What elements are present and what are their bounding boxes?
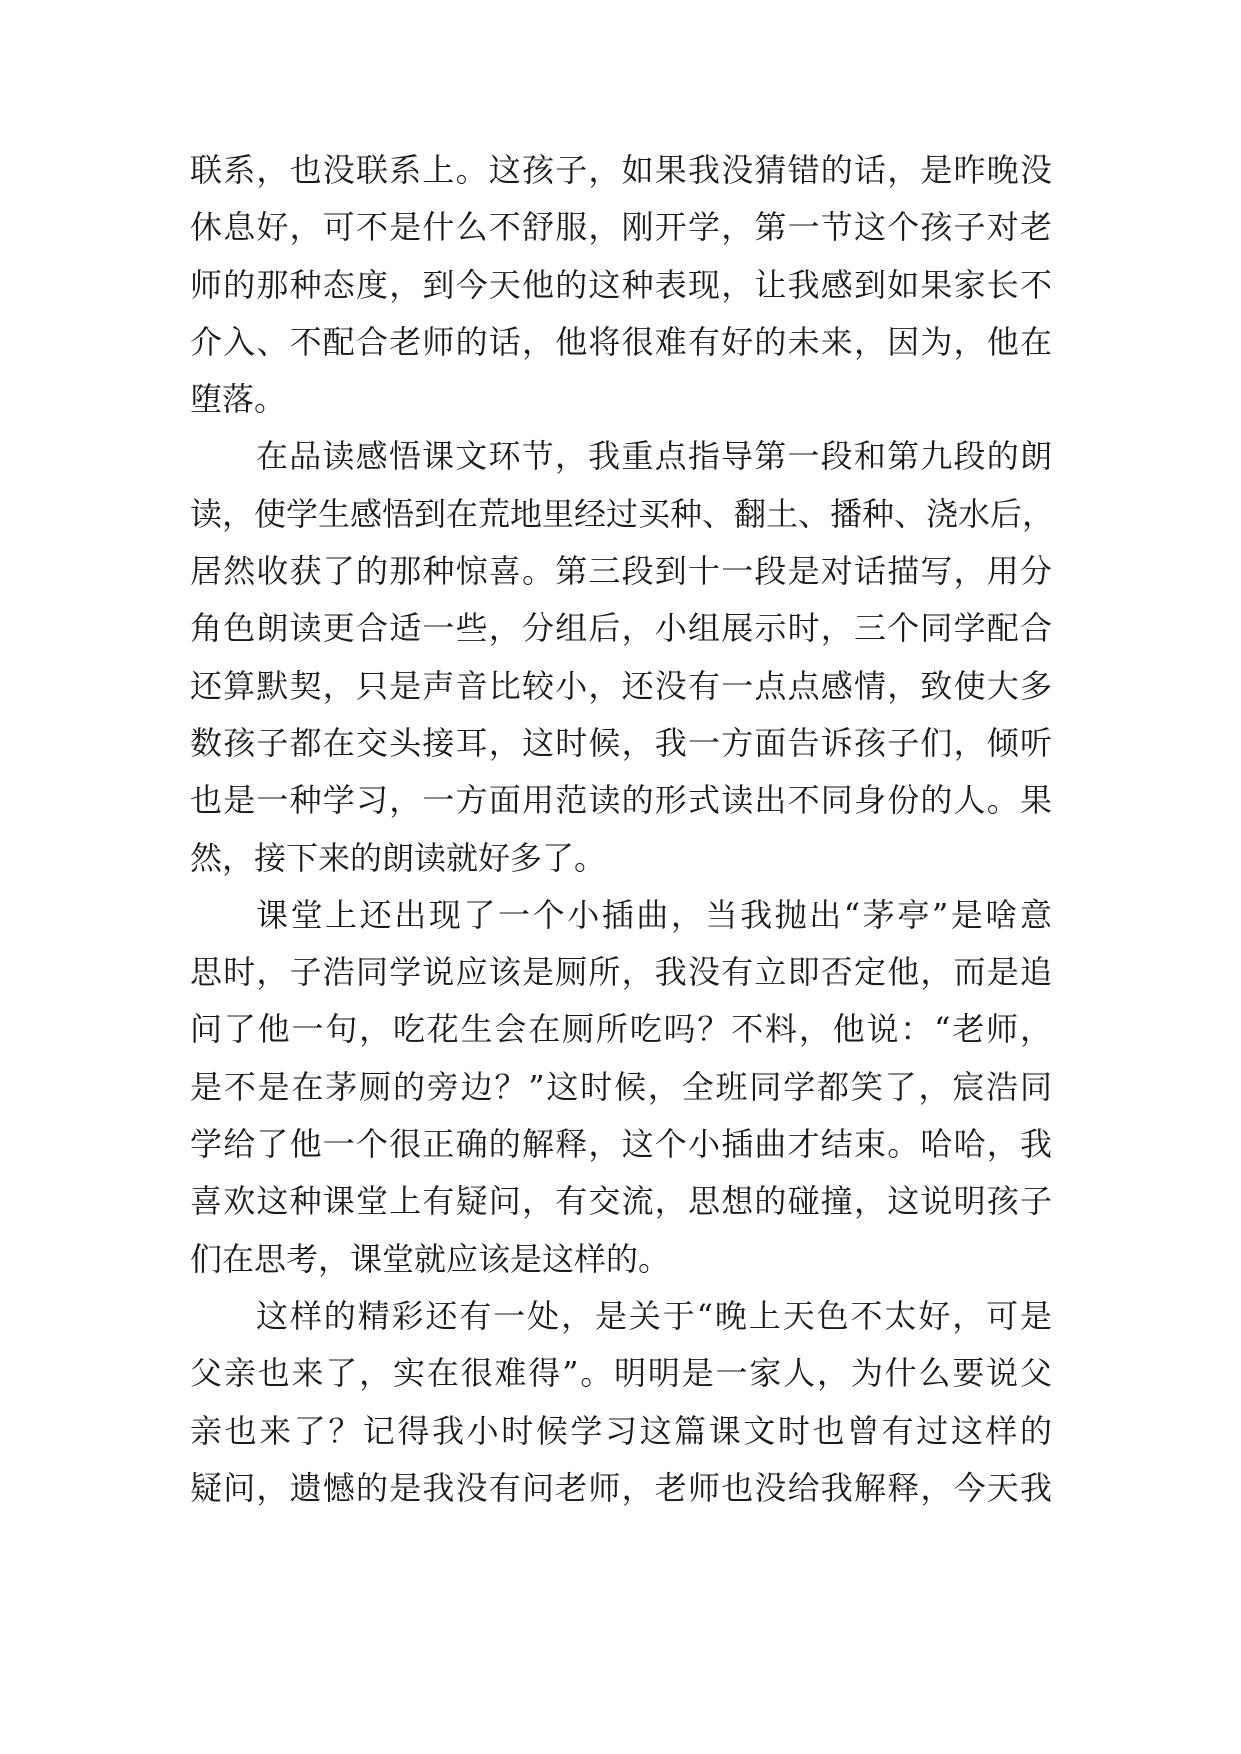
text-line: 是不是在茅厕的旁边？”这时候，全班同学都笑了，宸浩同 bbox=[190, 1067, 1052, 1106]
text-line: 在品读感悟课文环节，我重点指导第一段和第九段的朗 bbox=[256, 437, 1052, 476]
text-line: 数孩子都在交头接耳，这时候，我一方面告诉孩子们，倾听 bbox=[190, 723, 1052, 762]
text-line: 还算默契，只是声音比较小，还没有一点点感情，致使大多 bbox=[190, 666, 1052, 705]
text-line: 亲也来了？记得我小时候学习这篇课文时也曾有过这样的 bbox=[190, 1411, 1052, 1450]
text-line: 学给了他一个很正确的解释，这个小插曲才结束。哈哈，我 bbox=[190, 1125, 1052, 1164]
text-line: 疑问，遗憾的是我没有问老师，老师也没给我解释，今天我 bbox=[190, 1468, 1052, 1507]
text-line: 角色朗读更合适一些，分组后，小组展示时，三个同学配合 bbox=[190, 609, 1052, 648]
text-line: 也是一种学习，一方面用范读的形式读出不同身份的人。果 bbox=[190, 781, 1052, 820]
text-line: 读，使学生感悟到在荒地里经过买种、翻土、播种、浇水后， bbox=[190, 494, 1055, 533]
text-line: 问了他一句，吃花生会在厕所吃吗？不料，他说：“老师， bbox=[190, 1010, 1052, 1049]
text-line: 堕落。 bbox=[190, 380, 287, 419]
paragraph bbox=[190, 1288, 1052, 1517]
text-line: 师的那种态度，到今天他的这种表现，让我感到如果家长不 bbox=[190, 265, 1052, 304]
text-line: 联系，也没联系上。这孩子，如果我没猜错的话，是昨晚没 bbox=[190, 151, 1052, 189]
text-line: 这样的精彩还有一处，是关于“晚上天色不太好，可是 bbox=[256, 1296, 1052, 1335]
text-line: 休息好，可不是什么不舒服，刚开学，第一节这个孩子对老 bbox=[190, 208, 1052, 247]
text-line: 们在思考，课堂就应该是这样的。 bbox=[190, 1239, 671, 1278]
paragraph bbox=[190, 887, 1052, 1288]
document-body bbox=[190, 142, 1055, 1517]
text-line: 居然收获了的那种惊喜。第三段到十一段是对话描写，用分 bbox=[190, 552, 1052, 591]
text-line: 喜欢这种课堂上有疑问，有交流，思想的碰撞，这说明孩子 bbox=[190, 1182, 1052, 1221]
text-line: 课堂上还出现了一个小插曲，当我抛出“茅亭”是啥意 bbox=[256, 895, 1052, 934]
text-line: 然，接下来的朗读就好多了。 bbox=[190, 838, 607, 877]
text-line: 思时，子浩同学说应该是厕所，我没有立即否定他，而是追 bbox=[190, 953, 1052, 992]
text-line: 父亲也来了，实在很难得”。明明是一家人，为什么要说父 bbox=[190, 1354, 1052, 1393]
paragraph bbox=[190, 428, 1055, 886]
paragraph bbox=[190, 142, 1052, 428]
text-line: 介入、不配合老师的话，他将很难有好的未来，因为，他在 bbox=[190, 322, 1052, 361]
